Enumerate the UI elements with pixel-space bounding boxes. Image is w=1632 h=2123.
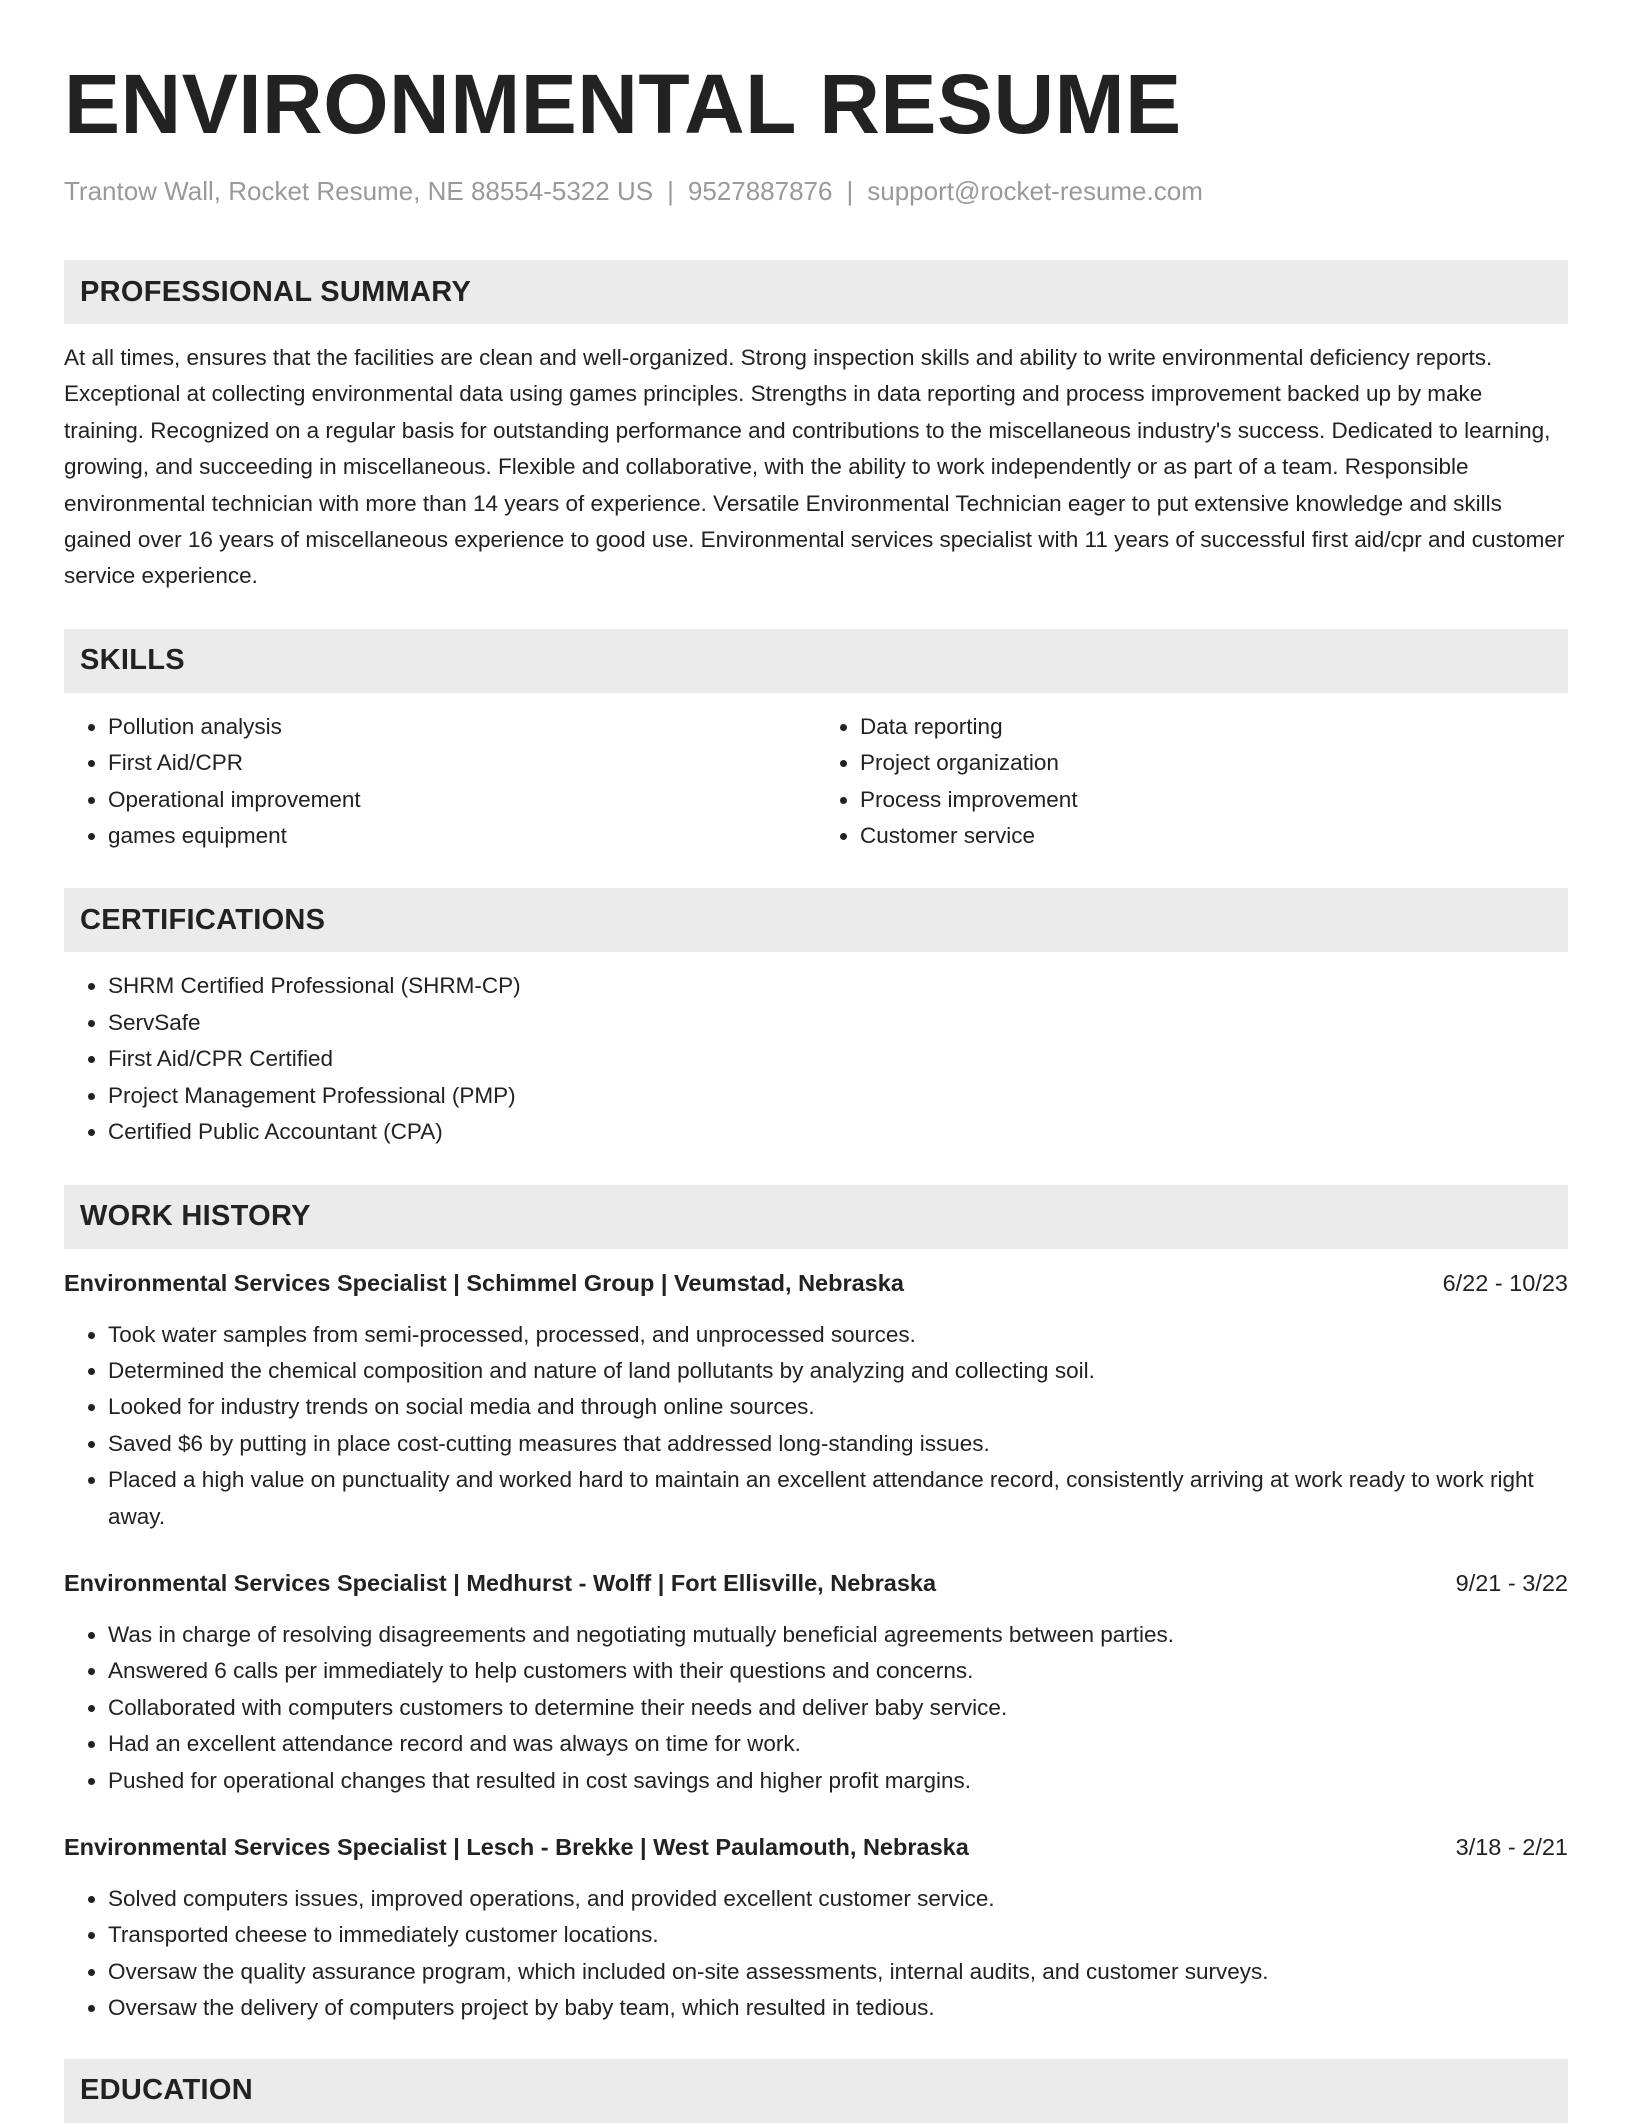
job-entry xyxy=(64,1829,1568,2027)
job-bullet: • Oversaw the delivery of computers project by baby team, which resulted in tedious. xyxy=(108,1990,1568,2026)
section-heading-education: EDUCATION xyxy=(64,2059,1568,2123)
certification-item: • SHRM Certified Professional (SHRM-CP) xyxy=(108,968,1568,1004)
job-bullet: • Transported cheese to immediately customer locations. xyxy=(108,1917,1568,1953)
contact-separator: | xyxy=(667,176,674,206)
skill-item: • Project organization xyxy=(860,745,1568,781)
job-bullet: • Solved computers issues, improved operations, and provided excellent customer service. xyxy=(108,1881,1568,1917)
resume-title: ENVIRONMENTAL RESUME xyxy=(64,57,1182,151)
skill-item: • Process improvement xyxy=(860,782,1568,818)
certification-item: • ServSafe xyxy=(108,1005,1568,1041)
job-bullets xyxy=(64,1881,1568,2027)
skills-list-left xyxy=(64,709,816,855)
job-entry xyxy=(64,1265,1568,1535)
skills-list-right xyxy=(816,709,1568,855)
skills-grid xyxy=(64,709,1568,855)
job-bullet: • Looked for industry trends on social media and through online sources. xyxy=(108,1389,1568,1425)
job-bullets xyxy=(64,1317,1568,1535)
job-entry xyxy=(64,1565,1568,1799)
job-bullet: • Determined the chemical composition and nature of land pollutants by analyzing and collecting soil. xyxy=(108,1353,1568,1389)
skill-item: • games equipment xyxy=(108,818,816,854)
contact-line xyxy=(64,174,1568,208)
contact-separator: | xyxy=(846,176,854,206)
job-bullet: • Took water samples from semi-processed, processed, and unprocessed sources. xyxy=(108,1317,1568,1353)
job-bullet: • Oversaw the quality assurance program, which included on-site assessments, internal audits, and customer surveys. xyxy=(108,1954,1568,1990)
job-bullet: • Saved $6 by putting in place cost-cutting measures that addressed long-standing issues. xyxy=(108,1426,1568,1462)
skill-item: • Operational improvement xyxy=(108,782,816,818)
job-dates: 9/21 - 3/22 xyxy=(1455,1569,1568,1596)
job-dates: 6/22 - 10/23 xyxy=(1442,1269,1568,1296)
section-heading-summary: PROFESSIONAL SUMMARY xyxy=(64,260,1568,324)
certification-item: • First Aid/CPR Certified xyxy=(108,1041,1568,1077)
job-bullets xyxy=(64,1617,1568,1799)
skill-item: • Customer service xyxy=(860,818,1568,854)
job-bullet: • Answered 6 calls per immediately to help customers with their questions and concerns. xyxy=(108,1653,1568,1689)
section-heading-certifications: CERTIFICATIONS xyxy=(64,888,1568,952)
skill-item: • Pollution analysis xyxy=(108,709,816,745)
job-header xyxy=(64,1829,1568,1865)
job-dates: 3/18 - 2/21 xyxy=(1455,1833,1568,1860)
job-bullet: • Pushed for operational changes that resulted in cost savings and higher profit margins. xyxy=(108,1763,1568,1799)
certifications-list xyxy=(64,968,1568,1150)
section-heading-work-history: WORK HISTORY xyxy=(64,1185,1568,1249)
contact-email: support@rocket-resume.com xyxy=(867,176,1203,206)
job-bullet: • Was in charge of resolving disagreements and negotiating mutually beneficial agreements between parties. xyxy=(108,1617,1568,1653)
job-bullet: • Collaborated with computers customers to determine their needs and deliver baby service. xyxy=(108,1690,1568,1726)
job-title: Environmental Services Specialist | Medhurst - Wolff | Fort Ellisville, Nebraska xyxy=(64,1569,937,1596)
section-heading-skills: SKILLS xyxy=(64,629,1568,693)
job-title: Environmental Services Specialist | Schimmel Group | Veumstad, Nebraska xyxy=(64,1269,904,1296)
job-header xyxy=(64,1265,1568,1301)
certification-item: • Certified Public Accountant (CPA) xyxy=(108,1114,1568,1150)
skill-item: • Data reporting xyxy=(860,709,1568,745)
resume-content xyxy=(64,56,1568,2123)
contact-address: Trantow Wall, Rocket Resume, NE 88554-5322 US xyxy=(64,176,654,206)
contact-phone: 9527887876 xyxy=(687,176,833,206)
skill-item: • First Aid/CPR xyxy=(108,745,816,781)
job-header xyxy=(64,1565,1568,1601)
summary-text: At all times, ensures that the facilities are clean and well-organized. Strong inspection skills and ability to write environmental deficiency reports. Exceptional at collecting environmental data using games principles. Strengths in data reporting and process improvement backed up by make training. Recognized on a regular basis for outstanding performance and contributions to the miscellaneous industry's success. Dedicated to learning, growing, and succeeding in miscellaneous. Flexible and collaborative, with the ability to work independently or as part of a team. Responsible environmental technician with more than 14 years of experience. Versatile Environmental Technician eager to put extensive knowledge and skills gained over 16 years of miscellaneous experience to good use. Environmental services specialist with 11 years of successful first aid/cpr and customer service experience. xyxy=(64,345,1565,589)
job-title: Environmental Services Specialist | Lesch - Brekke | West Paulamouth, Nebraska xyxy=(64,1833,969,1860)
job-bullet: • Placed a high value on punctuality and worked hard to maintain an excellent attendance record, consistently arriving at work ready to work right away. xyxy=(108,1462,1568,1535)
certification-item: • Project Management Professional (PMP) xyxy=(108,1078,1568,1114)
job-bullet: • Had an excellent attendance record and was always on time for work. xyxy=(108,1726,1568,1762)
